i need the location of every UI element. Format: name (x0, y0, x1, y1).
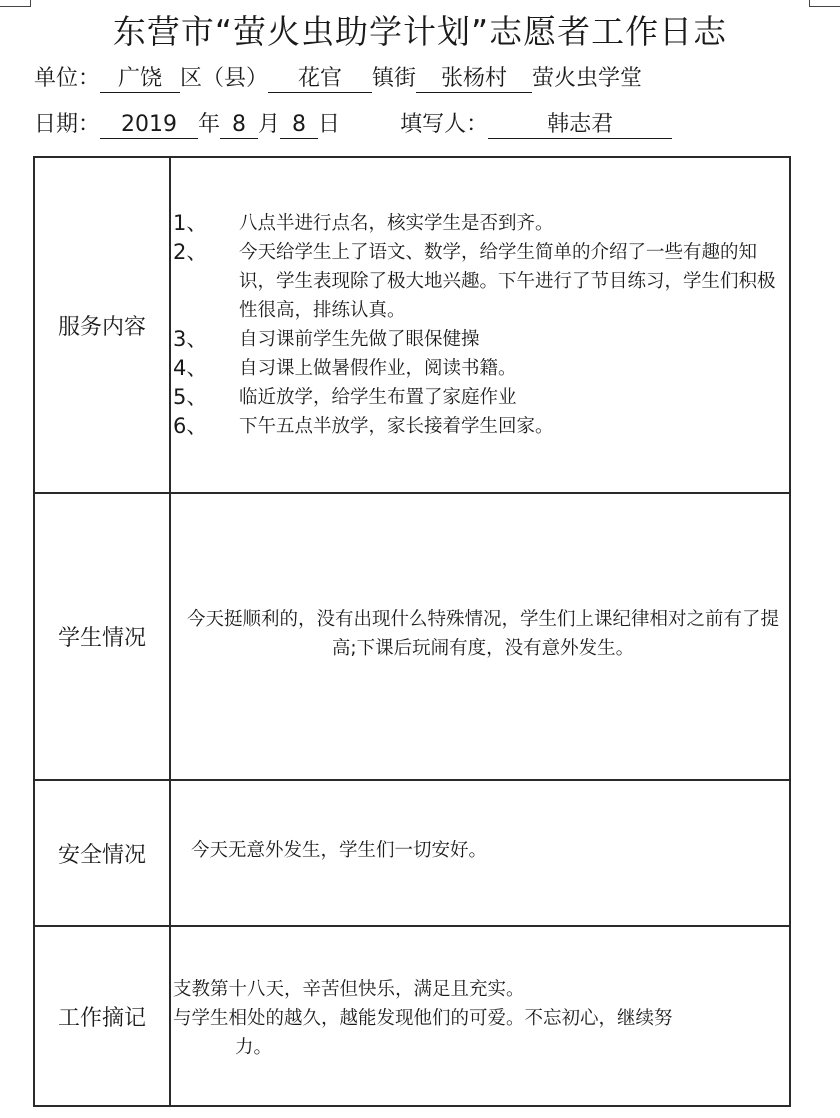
document-title: 东营市“萤火虫助学计划”志愿者工作日志 (112, 12, 728, 51)
safety-label: 安全情况 (34, 780, 170, 926)
safety-text: 今天无意外发生，学生们一切安好。 (191, 839, 488, 861)
notes-line: 力。 (235, 1036, 273, 1058)
list-item (173, 209, 781, 238)
day-field: 8 (280, 112, 318, 139)
list-item (173, 325, 781, 354)
item-text: 自习课上做暑假作业，阅读书籍。 (239, 358, 517, 379)
item-number: 4、 (173, 356, 208, 380)
service-label: 服务内容 (34, 157, 170, 493)
item-text: 临近放学，给学生布置了家庭作业 (239, 387, 517, 408)
student-label: 学生情况 (34, 493, 170, 780)
table-row-student (34, 493, 790, 780)
student-text: 今天挺顺利的，没有出现什么特殊情况，学生们上课纪律相对之前有了提高;下课后玩闹有度，没有意外发生。 (187, 608, 780, 659)
year-suffix: 年 (198, 112, 221, 137)
list-item (173, 354, 781, 383)
place-name: 萤火虫学堂 (532, 66, 643, 91)
month-suffix: 月 (258, 112, 281, 137)
writer-field: 韩志君 (488, 112, 672, 139)
village-field: 张杨村 (416, 66, 532, 93)
day-suffix: 日 (318, 112, 341, 137)
year-field: 2019 (100, 112, 198, 139)
service-list (171, 209, 789, 441)
county-field: 广饶 (100, 66, 180, 93)
item-number: 6、 (173, 414, 208, 438)
item-text: 八点半进行点名，核实学生是否到齐。 (239, 213, 554, 234)
list-item (173, 238, 781, 325)
unit-label: 单位： (34, 66, 101, 91)
corner-crop-mark-right (809, 0, 840, 7)
notes-content (170, 926, 790, 1106)
item-text: 下午五点半放学，家长接着学生回家。 (239, 416, 554, 437)
student-content (170, 493, 790, 780)
notes-line: 与学生相处的越久，越能发现他们的可爱。不忘初心，继续努 (173, 1007, 673, 1029)
unit-line (34, 64, 642, 94)
town-field: 花官 (268, 66, 372, 93)
date-label: 日期： (34, 112, 101, 137)
writer-label: 填写人： (400, 112, 489, 137)
town-suffix: 镇街 (372, 66, 417, 91)
corner-crop-mark-left (0, 0, 31, 7)
item-text: 今天给学生上了语文、数学，给学生简单的介绍了一些有趣的知识，学生表现除了极大地兴趣。下午进行了节目练习，学生们积极性很高，排练认真。 (239, 242, 776, 321)
county-suffix: 区（县） (180, 66, 269, 91)
item-number: 2、 (173, 240, 208, 264)
table-row-safety (34, 780, 790, 926)
item-number: 5、 (173, 385, 208, 409)
table-row-notes (34, 926, 790, 1106)
service-content (170, 157, 790, 493)
table-row-service (34, 157, 790, 493)
log-table (33, 156, 791, 1107)
item-number: 1、 (173, 211, 208, 235)
list-item (173, 383, 781, 412)
item-number: 3、 (173, 327, 208, 351)
date-line (34, 110, 672, 140)
notes-line: 支教第十八天，辛苦但快乐，满足且充实。 (173, 978, 525, 1000)
notes-label: 工作摘记 (34, 926, 170, 1106)
safety-content (170, 780, 790, 926)
notes-text (171, 975, 789, 1062)
month-field: 8 (220, 112, 258, 139)
item-text: 自习课前学生先做了眼保健操 (239, 329, 480, 350)
list-item (173, 412, 781, 441)
